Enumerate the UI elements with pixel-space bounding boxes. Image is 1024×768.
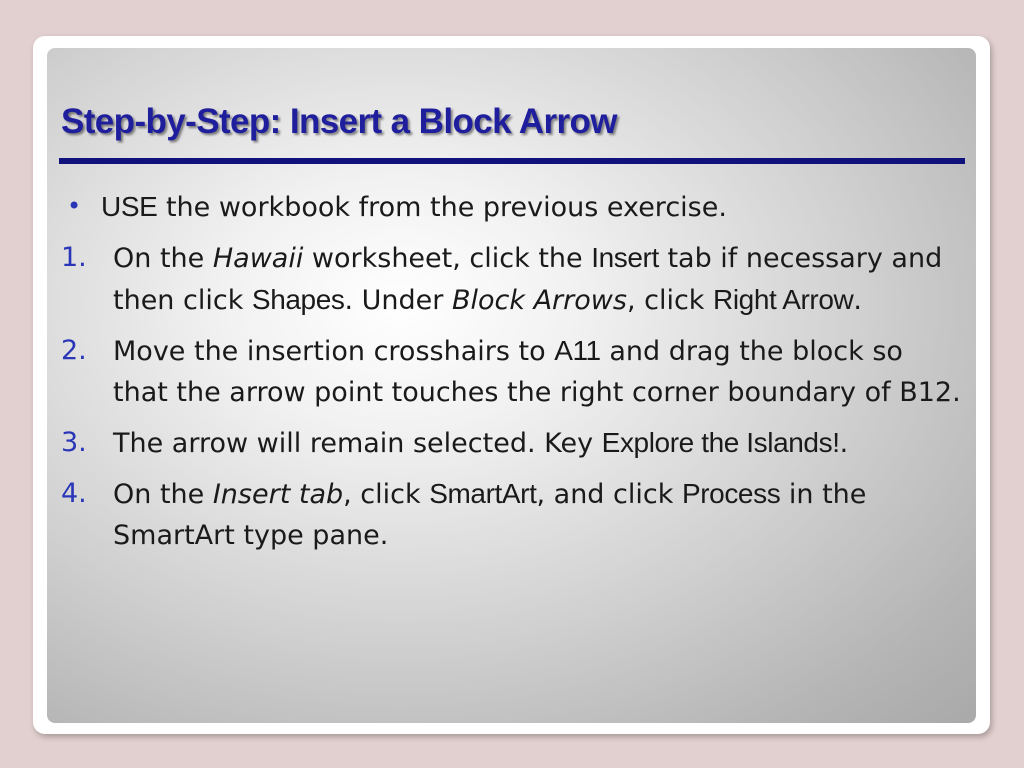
step-text: . (853, 285, 862, 316)
bullet-text: the workbook from the previous exercise. (157, 192, 727, 223)
slide-title: Step-by-Step: Insert a Block Arrow (61, 102, 617, 141)
step-text: Move the insertion crosshairs to (113, 336, 555, 367)
step-number: 1. (61, 242, 87, 273)
keyword-explore-the-islands: Explore the Islands! (601, 427, 840, 458)
italic-text: Insert tab (212, 479, 344, 510)
title-underline-rule (59, 158, 965, 164)
step-item-4 (61, 473, 961, 556)
step-item-1 (61, 237, 961, 321)
step-number: 3. (61, 427, 87, 458)
step-item-3 (61, 422, 961, 464)
step-text: tab if necessary and then click (113, 243, 943, 316)
keyword-smartart: SmartArt (429, 478, 537, 509)
italic-text: Hawaii (212, 243, 304, 274)
keyword-right-arrow: Right Arrow (713, 284, 854, 315)
step-number: 2. (61, 335, 87, 366)
step-number: 4. (61, 478, 87, 509)
step-text: in the SmartArt type pane. (113, 479, 867, 551)
step-text: worksheet, click the (303, 243, 592, 274)
bullet-item (61, 186, 961, 228)
step-text: . Under (344, 285, 452, 316)
slide-content-list (61, 186, 961, 565)
step-text: . (839, 428, 849, 459)
step-text: , and click (536, 479, 682, 510)
step-text: The arrow will remain selected. Key (113, 428, 602, 459)
step-text: On the (113, 243, 213, 274)
italic-text: Block Arrows (451, 285, 627, 316)
step-text: and drag the block so that the arrow point touches the right corner boundary of B12. (113, 336, 961, 408)
bullet-marker: • (67, 192, 82, 220)
keyword-shapes: Shapes (251, 284, 345, 315)
slide (47, 48, 976, 723)
keyword-insert: Insert (591, 242, 659, 273)
step-item-2 (61, 330, 961, 413)
step-text: On the (113, 479, 213, 510)
keyword-use: USE (101, 191, 158, 222)
step-text: , click (626, 285, 714, 316)
step-text: , click (343, 479, 430, 510)
keyword-process: Process (681, 478, 781, 509)
keyword-a11: A11 (554, 335, 601, 366)
